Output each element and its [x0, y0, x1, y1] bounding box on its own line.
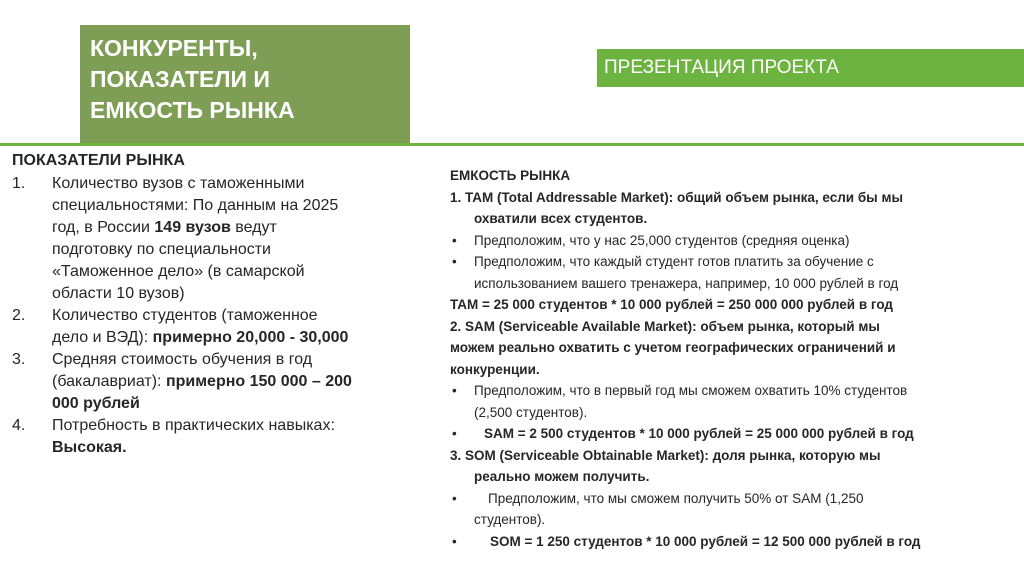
sam-formula: SAM = 2 500 студентов * 10 000 рублей = 25 000 000 рублей в год — [484, 426, 914, 441]
slide-subtitle: ПРЕЗЕНТАЦИЯ ПРОЕКТА — [597, 49, 1024, 87]
list-item — [12, 305, 357, 349]
list-item — [12, 415, 357, 459]
market-indicators-section — [12, 150, 357, 459]
market-capacity-section — [450, 165, 1020, 552]
market-indicators-heading: ПОКАЗАТЕЛИ РЫНКА — [12, 152, 185, 169]
list-item-number: 2. — [12, 307, 26, 324]
list-item-text: Потребность в практических навыках: — [52, 417, 335, 434]
bullet-icon: • — [452, 490, 457, 506]
bullet-text: Предположим, что каждый студент готов платить за обучение с — [474, 254, 874, 269]
som-heading-cont: реально можем получить. — [474, 469, 650, 484]
sam-heading: 2. SAM (Serviceable Available Market): объем рынка, который мы — [450, 318, 880, 334]
tam-formula: TAM = 25 000 студентов * 10 000 рублей = 250 000 000 рублей в год — [450, 297, 893, 312]
bullet-icon: • — [452, 426, 457, 441]
header-divider — [0, 143, 1024, 146]
market-capacity-heading: ЕМКОСТЬ РЫНКА — [450, 168, 571, 183]
bullet-icon: • — [452, 383, 457, 398]
list-item-emphasis: примерно 20,000 - 30,000 — [152, 329, 349, 346]
bullet-line — [450, 230, 1020, 252]
som-formula: SOM = 1 250 студентов * 10 000 рублей = 12 500 000 рублей в год — [490, 533, 921, 549]
bullet-icon: • — [452, 533, 457, 549]
bullet-text: Предположим, что в первый год мы сможем охватить 10% студентов — [474, 383, 908, 398]
list-item — [12, 349, 357, 415]
list-item-number: 4. — [12, 417, 26, 434]
list-item-emphasis: 149 вузов — [154, 219, 231, 236]
bullet-icon: • — [452, 254, 457, 269]
list-item-emphasis: примерно 150 000 – 200 000 рублей — [52, 373, 352, 412]
sam-heading-cont: можем реально охватить с учетом географических ограничений и — [450, 340, 896, 355]
list-item-text: Количество студентов (таможенное дело и ВЭД): — [52, 307, 318, 346]
bullet-text-cont: (2,500 студентов). — [474, 404, 588, 420]
slide-title-line: ЕМКОСТЬ РЫНКА — [90, 97, 295, 123]
som-formula-line — [450, 531, 1020, 553]
bullet-text-cont: использованием вашего тренажера, например, 10 000 рублей в год — [474, 275, 899, 291]
list-item — [12, 173, 357, 305]
bullet-line — [450, 251, 1020, 273]
sam-heading-cont: конкуренции. — [450, 361, 540, 377]
bullet-text: Предположим, что мы сможем получить 50% от SAM (1,250 — [488, 490, 864, 506]
tam-heading: 1. TAM (Total Addressable Market): общий объем рынка, если бы мы — [450, 189, 903, 205]
list-item-text: Средняя стоимость обучения в год (бакалавриат): — [52, 351, 313, 390]
slide-title — [80, 25, 410, 145]
slide-title-line: ПОКАЗАТЕЛИ И — [90, 66, 270, 92]
slide-title-line: КОНКУРЕНТЫ, — [90, 35, 258, 61]
sam-formula-line — [450, 423, 1020, 445]
som-heading: 3. SOM (Serviceable Obtainable Market): доля рынка, которую мы — [450, 447, 881, 463]
bullet-text-cont: студентов). — [474, 512, 546, 527]
bullet-icon: • — [452, 232, 457, 248]
bullet-text: Предположим, что у нас 25,000 студентов (средняя оценка) — [474, 232, 850, 248]
list-item-number: 3. — [12, 351, 26, 368]
bullet-line — [450, 380, 1020, 402]
list-item-emphasis: Высокая. — [52, 439, 127, 456]
tam-heading-cont: охватили всех студентов. — [474, 211, 648, 226]
list-item-number: 1. — [12, 175, 26, 192]
bullet-line — [450, 488, 1020, 510]
list-item-text: ведут подготовку по специальности «Таможенное дело» (в самарской области 10 вузов) — [52, 219, 305, 302]
list-item-text: Количество вузов с таможенными специальностями: По данным на 2025 год, в России — [52, 175, 339, 236]
